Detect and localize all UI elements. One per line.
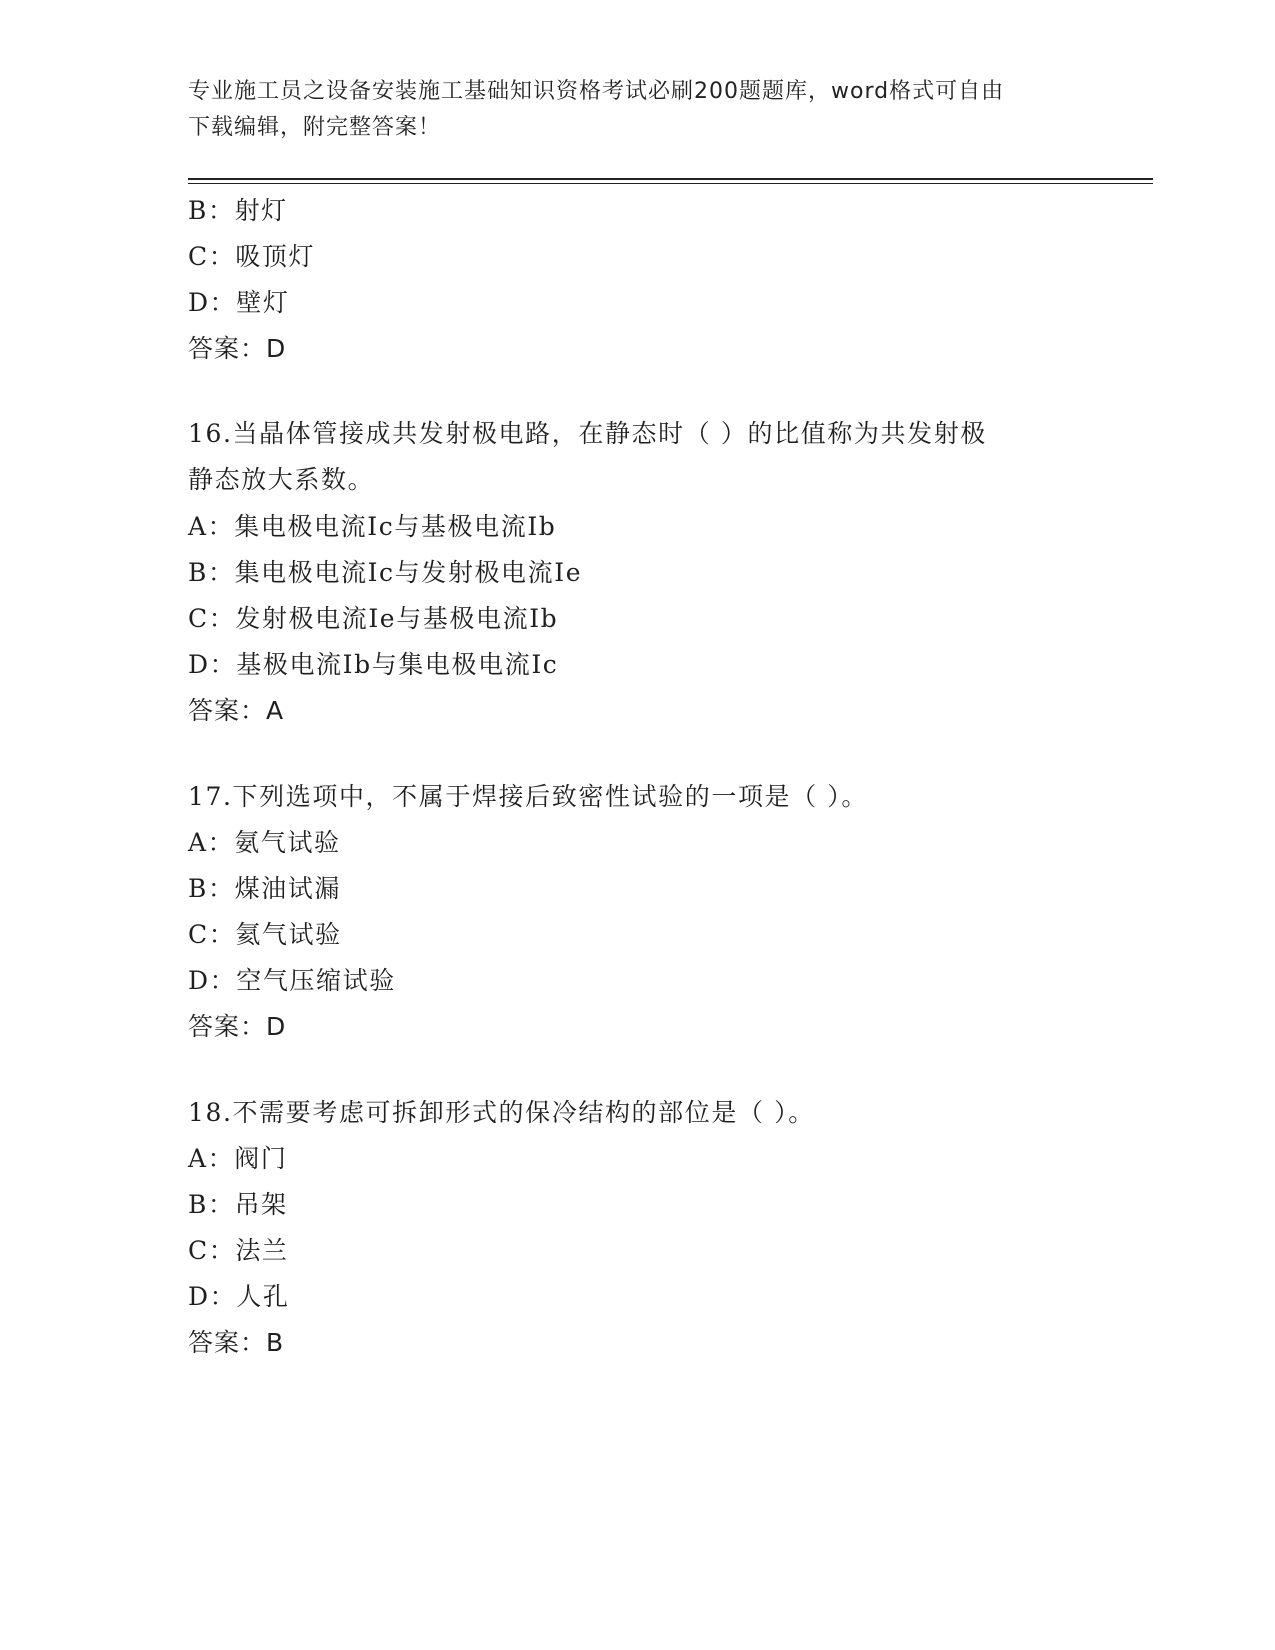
q15-option-d: D：壁灯 bbox=[188, 288, 290, 317]
question-18 bbox=[188, 1090, 1088, 1366]
q18-option-d: D：人孔 bbox=[188, 1282, 290, 1311]
q15-answer: 答案：D bbox=[188, 334, 287, 363]
q16-option-b: B：集电极电流Ic与发射极电流Ie bbox=[188, 558, 583, 587]
q16-option-a: A：集电极电流Ic与基极电流Ib bbox=[188, 512, 557, 541]
q16-option-c: C：发射极电流Ie与基极电流Ib bbox=[188, 604, 559, 633]
q16-answer: 答案：A bbox=[188, 696, 285, 725]
q17-option-a: A：氨气试验 bbox=[188, 828, 341, 857]
header-line-1: 专业施工员之设备安装施工基础知识资格考试必刷200题题库，word格式可自由 bbox=[188, 79, 1005, 104]
q15-option-c: C：吸顶灯 bbox=[188, 242, 316, 271]
q15-option-b: B：射灯 bbox=[188, 196, 288, 225]
question-content bbox=[188, 188, 1088, 1366]
q18-text: 18.不需要考虑可拆卸形式的保冷结构的部位是（ ）。 bbox=[188, 1098, 815, 1127]
question-15-tail bbox=[188, 188, 1088, 372]
q16-option-d: D：基极电流Ib与集电极电流Ic bbox=[188, 650, 559, 679]
q18-option-b: B：吊架 bbox=[188, 1190, 288, 1219]
header-divider-thin bbox=[188, 183, 1153, 184]
q16-text-line-1: 16.当晶体管接成共发射极电路，在静态时（ ）的比值称为共发射极 bbox=[188, 419, 987, 448]
q18-option-a: A：阀门 bbox=[188, 1144, 288, 1173]
question-gap bbox=[188, 1050, 1088, 1090]
q18-option-c: C：法兰 bbox=[188, 1236, 289, 1265]
question-gap bbox=[188, 734, 1088, 774]
q17-option-b: B：煤油试漏 bbox=[188, 874, 341, 903]
header-divider-thick bbox=[188, 178, 1153, 180]
question-17 bbox=[188, 774, 1088, 1050]
document-header bbox=[188, 74, 1078, 146]
question-16 bbox=[188, 412, 1088, 734]
q17-answer: 答案：D bbox=[188, 1012, 287, 1041]
q16-text-line-2: 静态放大系数。 bbox=[188, 465, 375, 494]
q18-answer: 答案：B bbox=[188, 1328, 285, 1357]
question-gap bbox=[188, 372, 1088, 412]
q17-option-c: C：氦气试验 bbox=[188, 920, 342, 949]
header-line-2: 下载编辑，附完整答案！ bbox=[188, 115, 442, 140]
q17-option-d: D：空气压缩试验 bbox=[188, 966, 396, 995]
q17-text: 17.下列选项中，不属于焊接后致密性试验的一项是（ ）。 bbox=[188, 782, 869, 811]
